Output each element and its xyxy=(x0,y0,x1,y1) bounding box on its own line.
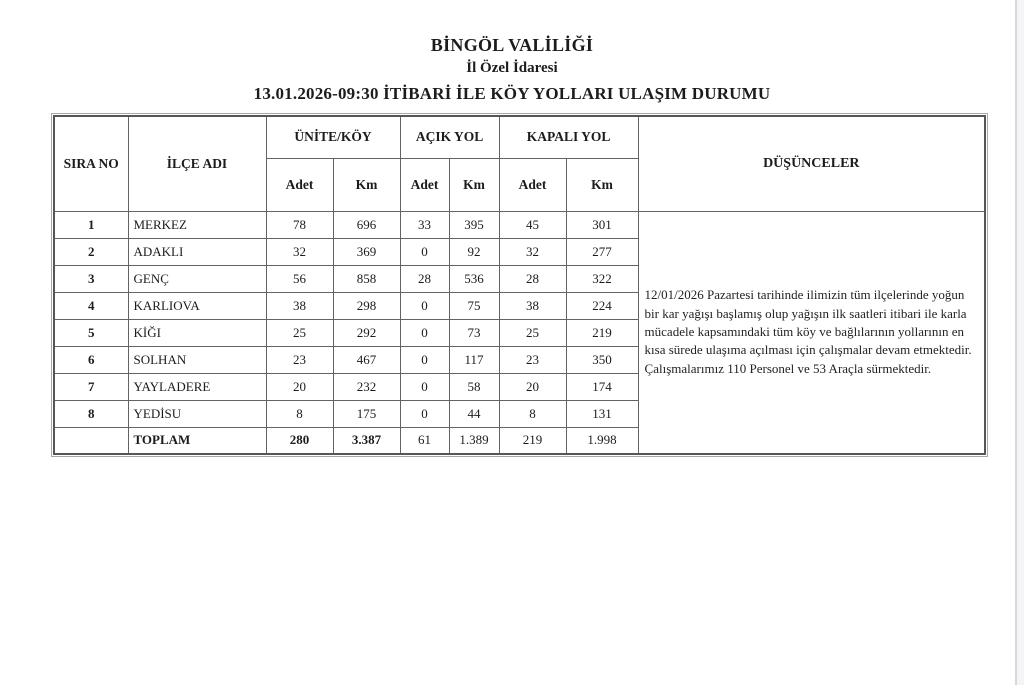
cell-acik-adet: 0 xyxy=(400,373,449,400)
cell-acik-adet: 0 xyxy=(400,319,449,346)
cell-acik-km: 536 xyxy=(449,265,499,292)
cell-unite-km: 232 xyxy=(333,373,400,400)
cell-unite-adet: 38 xyxy=(266,292,333,319)
col-header-unite-koy: ÜNİTE/KÖY xyxy=(266,116,400,158)
cell-kapali-adet: 32 xyxy=(499,238,566,265)
cell-kapali-km: 277 xyxy=(566,238,638,265)
cell-kapali-km: 131 xyxy=(566,400,638,427)
cell-sira: 7 xyxy=(54,373,128,400)
cell-unite-adet: 8 xyxy=(266,400,333,427)
cell-sira: 5 xyxy=(54,319,128,346)
cell-sira: 3 xyxy=(54,265,128,292)
cell-ilce: GENÇ xyxy=(128,265,266,292)
subheader-kapali-adet: Adet xyxy=(499,158,566,211)
col-header-ilce-adi: İLÇE ADI xyxy=(128,116,266,211)
cell-sira-empty xyxy=(54,427,128,454)
cell-unite-km: 696 xyxy=(333,211,400,238)
cell-sira: 8 xyxy=(54,400,128,427)
cell-unite-adet: 23 xyxy=(266,346,333,373)
cell-acik-km: 44 xyxy=(449,400,499,427)
cell-sira: 4 xyxy=(54,292,128,319)
cell-acik-km: 92 xyxy=(449,238,499,265)
table-row xyxy=(54,211,985,238)
cell-unite-km: 292 xyxy=(333,319,400,346)
photo-edge-band xyxy=(1017,0,1024,685)
remarks-text: 12/01/2026 Pazartesi tarihinde ilimizin tüm ilçelerinde yoğun bir kar yağışı başlamış olup yağışın ilk saatleri itibari ile karla mücadele kapsamındaki tüm köy ve bağlılarının yollarının en kısa sürede ulaşıma açılması için çalışmalar devam etmektedir. Çalışmalarımız 110 Personel ve 53 Araçla sürmektedir. xyxy=(638,211,985,454)
cell-acik-km: 58 xyxy=(449,373,499,400)
col-header-dusunceler: DÜŞÜNCELER xyxy=(638,116,985,211)
cell-kapali-adet: 23 xyxy=(499,346,566,373)
org-subtitle: İl Özel İdaresi xyxy=(466,60,558,76)
cell-ilce: ADAKLI xyxy=(128,238,266,265)
subheader-acik-km: Km xyxy=(449,158,499,211)
total-kapali-adet: 219 xyxy=(499,427,566,454)
cell-acik-km: 73 xyxy=(449,319,499,346)
total-acik-adet: 61 xyxy=(400,427,449,454)
cell-unite-adet: 20 xyxy=(266,373,333,400)
cell-acik-adet: 0 xyxy=(400,292,449,319)
subheader-unite-adet: Adet xyxy=(266,158,333,211)
cell-unite-km: 858 xyxy=(333,265,400,292)
cell-ilce: YAYLADERE xyxy=(128,373,266,400)
cell-unite-adet: 56 xyxy=(266,265,333,292)
cell-acik-adet: 33 xyxy=(400,211,449,238)
cell-kapali-adet: 38 xyxy=(499,292,566,319)
org-title: BİNGÖL VALİLİĞİ xyxy=(430,35,594,55)
total-acik-km: 1.389 xyxy=(449,427,499,454)
cell-unite-adet: 78 xyxy=(266,211,333,238)
cell-ilce: KİĞI xyxy=(128,319,266,346)
cell-unite-km: 298 xyxy=(333,292,400,319)
cell-acik-adet: 28 xyxy=(400,265,449,292)
cell-kapali-km: 322 xyxy=(566,265,638,292)
cell-acik-km: 117 xyxy=(449,346,499,373)
cell-kapali-adet: 20 xyxy=(499,373,566,400)
cell-sira: 1 xyxy=(54,211,128,238)
cell-ilce: MERKEZ xyxy=(128,211,266,238)
cell-unite-adet: 25 xyxy=(266,319,333,346)
header-group-row xyxy=(54,116,985,158)
table-head xyxy=(54,116,985,211)
cell-kapali-adet: 8 xyxy=(499,400,566,427)
cell-sira: 2 xyxy=(54,238,128,265)
cell-acik-adet: 0 xyxy=(400,238,449,265)
col-header-sira-no: SIRA NO xyxy=(54,116,128,211)
total-unite-adet: 280 xyxy=(266,427,333,454)
cell-unite-km: 369 xyxy=(333,238,400,265)
cell-unite-km: 467 xyxy=(333,346,400,373)
cell-kapali-adet: 28 xyxy=(499,265,566,292)
cell-kapali-km: 224 xyxy=(566,292,638,319)
report-title: 13.01.2026-09:30 İTİBARİ İLE KÖY YOLLARI ULAŞIM DURUMU xyxy=(253,84,771,103)
cell-acik-adet: 0 xyxy=(400,346,449,373)
cell-unite-adet: 32 xyxy=(266,238,333,265)
cell-acik-km: 395 xyxy=(449,211,499,238)
photo-edge-line xyxy=(1015,0,1017,685)
subheader-unite-km: Km xyxy=(333,158,400,211)
cell-acik-km: 75 xyxy=(449,292,499,319)
total-label: TOPLAM xyxy=(128,427,266,454)
cell-kapali-adet: 25 xyxy=(499,319,566,346)
subheader-acik-adet: Adet xyxy=(400,158,449,211)
table-body xyxy=(54,211,985,454)
cell-unite-km: 175 xyxy=(333,400,400,427)
cell-kapali-km: 301 xyxy=(566,211,638,238)
cell-ilce: KARLIOVA xyxy=(128,292,266,319)
cell-sira: 6 xyxy=(54,346,128,373)
cell-kapali-km: 174 xyxy=(566,373,638,400)
col-header-acik-yol: AÇIK YOL xyxy=(400,116,499,158)
cell-kapali-km: 219 xyxy=(566,319,638,346)
cell-kapali-adet: 45 xyxy=(499,211,566,238)
subheader-kapali-km: Km xyxy=(566,158,638,211)
total-kapali-km: 1.998 xyxy=(566,427,638,454)
road-status-table xyxy=(53,115,986,455)
cell-ilce: SOLHAN xyxy=(128,346,266,373)
cell-ilce: YEDİSU xyxy=(128,400,266,427)
cell-kapali-km: 350 xyxy=(566,346,638,373)
document-header xyxy=(0,34,1024,104)
col-header-kapali-yol: KAPALI YOL xyxy=(499,116,638,158)
cell-acik-adet: 0 xyxy=(400,400,449,427)
total-unite-km: 3.387 xyxy=(333,427,400,454)
